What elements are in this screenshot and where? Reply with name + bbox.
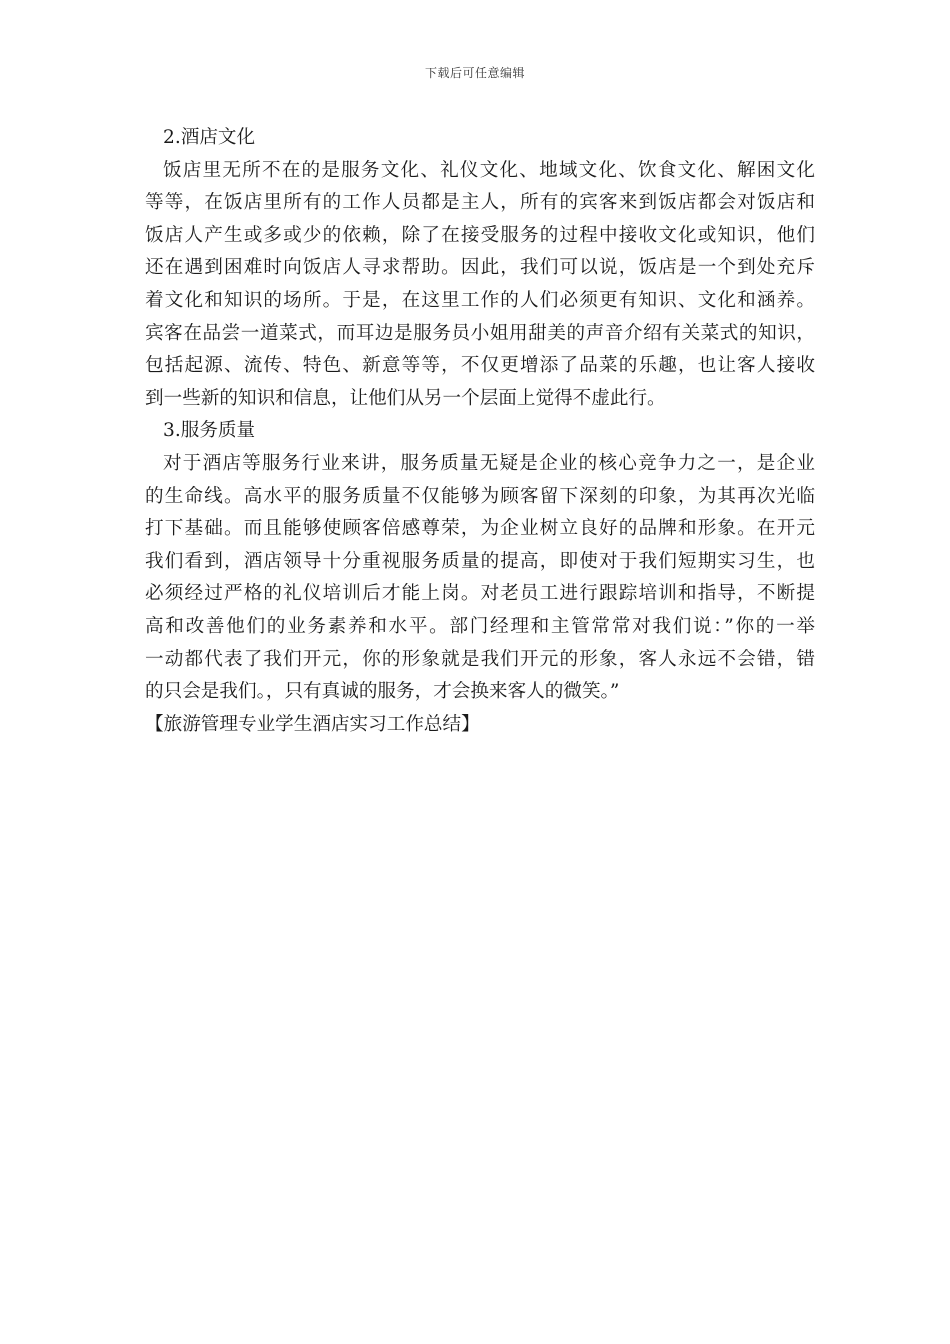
paragraph-line: 饭店里无所不在的是服务文化、礼仪文化、地域文化、饮食文化、解困文化 (163, 159, 815, 181)
paragraph-line: 等等，在饭店里所有的工作人员都是主人，所有的宾客来到饭店都会对饭店和 (145, 192, 815, 214)
section-heading-hotel-culture: 2.酒店文化 (163, 127, 256, 148)
paragraph-line: 到一些新的知识和信息，让他们从另一个层面上觉得不虚此行。 (145, 387, 666, 409)
paragraph-line: 一动都代表了我们开元，你的形象就是我们开元的形象，客人永远不会错，错 (145, 648, 815, 670)
page-header: 下载后可任意编辑 (424, 66, 525, 80)
paragraph-line: 着文化和知识的场所。于是，在这里工作的人们必须更有知识、文化和涵养。 (145, 289, 815, 311)
document-title-bracketed: 【旅游管理专业学生酒店实习工作总结】 (145, 713, 480, 735)
paragraph-line: 的只会是我们。，只有真诚的服务，才会换来客人的微笑。” (145, 681, 620, 703)
paragraph-line: 的生命线。高水平的服务质量不仅能够为顾客留下深刻的印象，为其再次光临 (145, 485, 815, 507)
paragraph-line: 高和改善他们的业务素养和水平。部门经理和主管常常对我们说：”你的一举 (145, 615, 815, 637)
section-heading-service-quality: 3.服务质量 (163, 420, 256, 442)
paragraph-line: 打下基础。而且能够使顾客倍感尊荣，为企业树立良好的品牌和形象。在开元 (145, 518, 815, 540)
paragraph-line: 宾客在品尝一道菜式，而耳边是服务员小姐用甜美的声音介绍有关菜式的知识， (145, 322, 815, 344)
paragraph-line: 饭店人产生或多或少的依赖，除了在接受服务的过程中接收文化或知识，他们 (145, 224, 815, 246)
paragraph-line: 对于酒店等服务行业来讲，服务质量无疑是企业的核心竞争力之一，是企业 (163, 452, 815, 474)
paragraph-line: 必须经过严格的礼仪培训后才能上岗。对老员工进行跟踪培训和指导，不断提 (145, 583, 815, 605)
paragraph-line: 还在遇到困难时向饭店人寻求帮助。因此，我们可以说，饭店是一个到处充斥 (145, 257, 815, 279)
paragraph-line: 包括起源、流传、特色、新意等等，不仅更增添了品菜的乐趣，也让客人接收 (145, 355, 815, 377)
paragraph-line: 我们看到，酒店领导十分重视服务质量的提高，即使对于我们短期实习生，也 (145, 550, 815, 572)
document-body (145, 122, 815, 741)
